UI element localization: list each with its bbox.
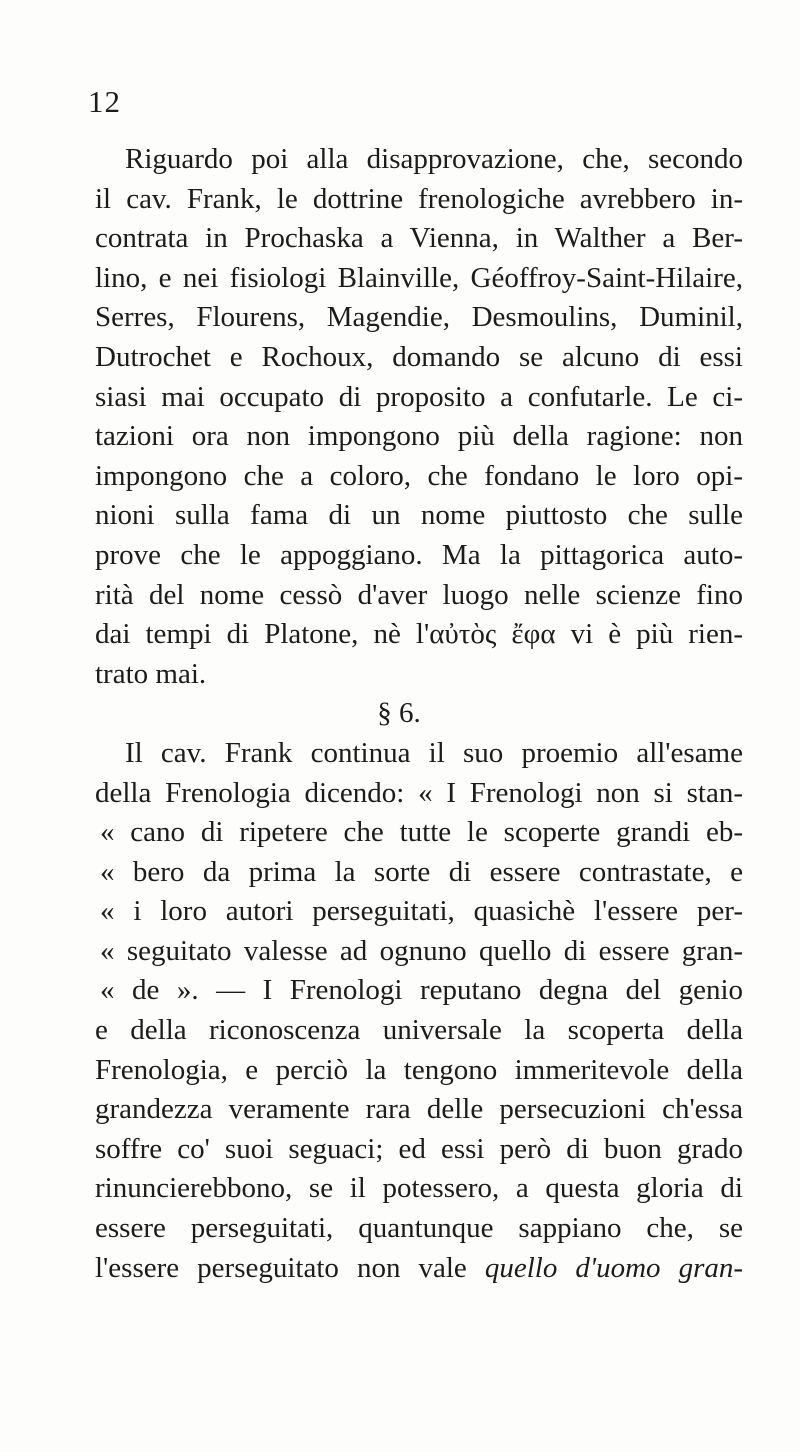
text-line: « de ». — I Frenologi reputano degna del genio (100, 974, 743, 1007)
text-line: e della riconoscenza universale la scoperta della (95, 1014, 743, 1047)
text-line: nioni sulla fama di un nome piuttosto che sulle (95, 499, 743, 532)
text-line: tazioni ora non impongono più della ragione: non (95, 420, 743, 453)
text-line: rità del nome cessò d'aver luogo nelle scienze fino (95, 578, 743, 611)
text-line: Dutrochet e Rochoux, domando se alcuno di essi (95, 340, 743, 373)
body-text (95, 140, 743, 1288)
text-line-final (95, 1249, 743, 1289)
text-line: contrata in Prochaska a Vienna, in Walther a Ber- (95, 222, 743, 255)
text-line: Riguardo poi alla disapprovazione, che, secondo (125, 143, 743, 175)
text-line: Serres, Flourens, Magendie, Desmoulins, Duminil, (95, 301, 743, 334)
final-line-italic: quello d'uomo gran- (484, 1251, 744, 1284)
text-line: « cano di ripetere che tutte le scoperte grandi eb- (100, 816, 743, 849)
final-line-text: l'essere perseguitato non vale (95, 1251, 485, 1284)
text-line: soffre co' suoi seguaci; ed essi però di buon grado (95, 1132, 743, 1165)
text-line: essere perseguitati, quantunque sappiano che, se (95, 1212, 743, 1245)
paragraph-2 (95, 734, 743, 1249)
text-line: rinuncierebbono, se il potessero, a questa gloria di (95, 1172, 743, 1205)
text-line: trato mai. (95, 657, 207, 690)
text-line: siasi mai occupato di proposito a confutarle. Le ci- (95, 380, 743, 413)
text-line: della Frenologia dicendo: « I Frenologi non si stan- (95, 776, 743, 809)
text-line: prove che le appoggiano. Ma la pittagorica auto- (95, 538, 743, 571)
text-line: il cav. Frank, le dottrine frenologiche avrebbero in- (95, 182, 743, 215)
text-line: dai tempi di Platone, nè l'αὐτὸς ἔφα vi è più rien- (95, 618, 743, 651)
paragraph-1 (95, 140, 743, 694)
section-heading: § 6. (377, 697, 421, 730)
text-line: « i loro autori perseguitati, quasichè l'essere per- (100, 895, 743, 928)
text-line: Frenologia, e perciò la tengono immeritevole della (95, 1053, 743, 1086)
text-line: « seguitato valesse ad ognuno quello di essere gran- (100, 934, 743, 967)
text-line: lino, e nei fisiologi Blainville, Géoffroy-Saint-Hilaire, (95, 261, 743, 294)
text-line: Il cav. Frank continua il suo proemio all'esame (125, 736, 743, 769)
page-number: 12 (88, 84, 121, 119)
text-line: grandezza veramente rara delle persecuzioni ch'essa (95, 1093, 743, 1126)
text-line: impongono che a coloro, che fondano le loro opi- (95, 459, 743, 492)
text-line: « bero da prima la sorte di essere contrastate, e (100, 855, 743, 888)
